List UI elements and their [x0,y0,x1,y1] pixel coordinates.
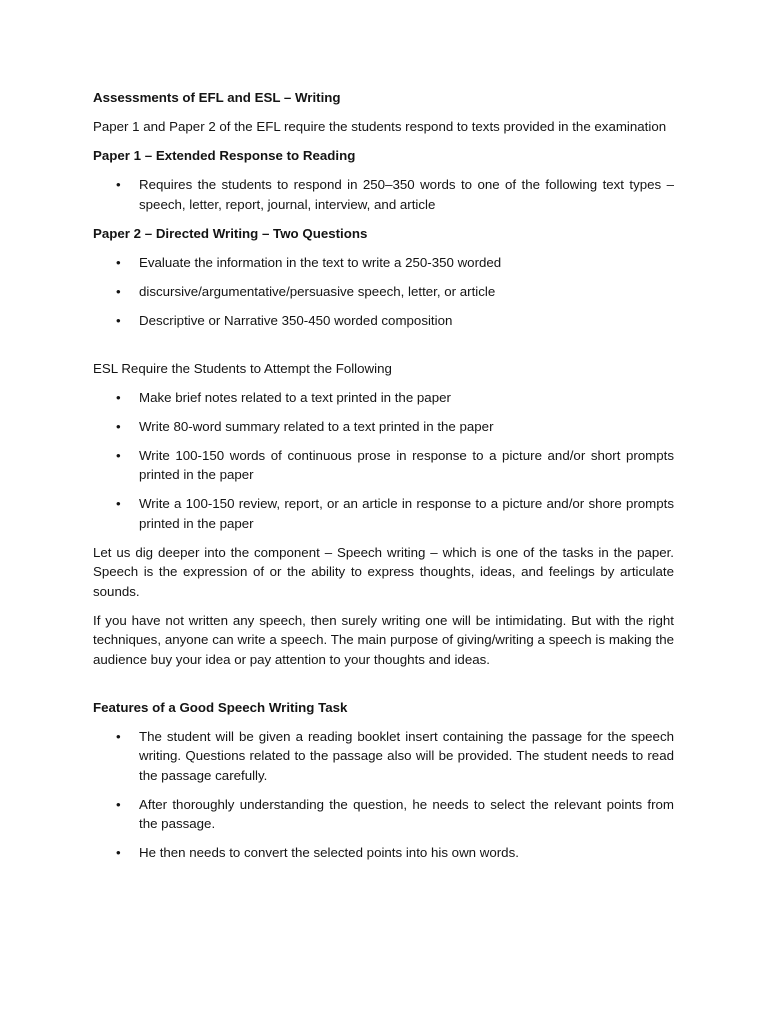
list-item [93,727,674,786]
paper1-heading: Paper 1 – Extended Response to Reading [93,148,356,163]
list-item [93,311,674,331]
list-item-text: The student will be given a reading booklet insert containing the passage for the speech writing. Questions related to the passage also will be provided. The student needs to read the passage carefully. [139,728,674,783]
list-item [93,494,674,533]
features-list [93,727,674,863]
list-item [93,446,674,485]
paper1-list [93,175,674,214]
list-item-text: discursive/argumentative/persuasive speech, letter, or article [139,283,496,299]
spacer [93,679,674,698]
bullet-icon: • [116,389,121,405]
list-item-text: Evaluate the information in the text to write a 250-350 worded [139,254,502,270]
list-item-text: Make brief notes related to a text printed in the paper [139,389,451,405]
list-item-text: He then needs to convert the selected points into his own words. [139,845,519,860]
bullet-icon: • [116,254,121,270]
list-item [93,282,674,302]
esl-heading: ESL Require the Students to Attempt the Following [93,360,392,376]
bullet-icon: • [116,312,121,328]
list-item [93,417,674,437]
bullet-icon: • [116,447,121,463]
paper2-list [93,253,674,331]
bullet-icon: • [116,418,121,434]
bullet-icon: • [116,283,121,299]
list-item [93,795,674,834]
spacer [93,340,674,359]
list-item-text: After thoroughly understanding the question, he needs to select the relevant points from the passage. [139,796,674,831]
bullet-icon: • [116,177,121,192]
body-paragraph: If you have not written any speech, then surely writing one will be intimidating. But with the right techniques, anyone can write a speech. The main purpose of giving/writing a speech is making the audience buy your idea or pay attention to your thoughts and ideas. [93,612,674,667]
list-item [93,175,674,214]
list-item-text: Write 100-150 words of continuous prose in response to a picture and/or short prompts printed in the paper [139,447,674,482]
list-item-text: Write a 100-150 review, report, or an article in response to a picture and/or shore prompts printed in the paper [139,496,674,531]
list-item-text: Descriptive or Narrative 350-450 worded composition [139,312,453,328]
document-title: Assessments of EFL and ESL – Writing [93,90,341,105]
paper2-heading: Paper 2 – Directed Writing – Two Questions [93,225,368,241]
bullet-icon: • [116,845,121,860]
bullet-icon: • [116,728,121,744]
list-item [93,253,674,273]
list-item [93,388,674,408]
list-item-text: Write 80-word summary related to a text printed in the paper [139,418,494,434]
intro-paragraph: Paper 1 and Paper 2 of the EFL require the students respond to texts provided in the examination [93,119,667,134]
list-item [93,843,674,863]
body-paragraph: Let us dig deeper into the component – Speech writing – which is one of the tasks in the paper. Speech is the expression of or the ability to express thoughts, ideas, and feelings by articulate sounds. [93,544,674,599]
esl-list [93,388,674,534]
features-heading: Features of a Good Speech Writing Task [93,699,348,715]
bullet-icon: • [116,796,121,812]
bullet-icon: • [116,496,121,511]
list-item-text: Requires the students to respond in 250–350 words to one of the following text types – speech, letter, report, journal, interview, and article [139,177,674,212]
